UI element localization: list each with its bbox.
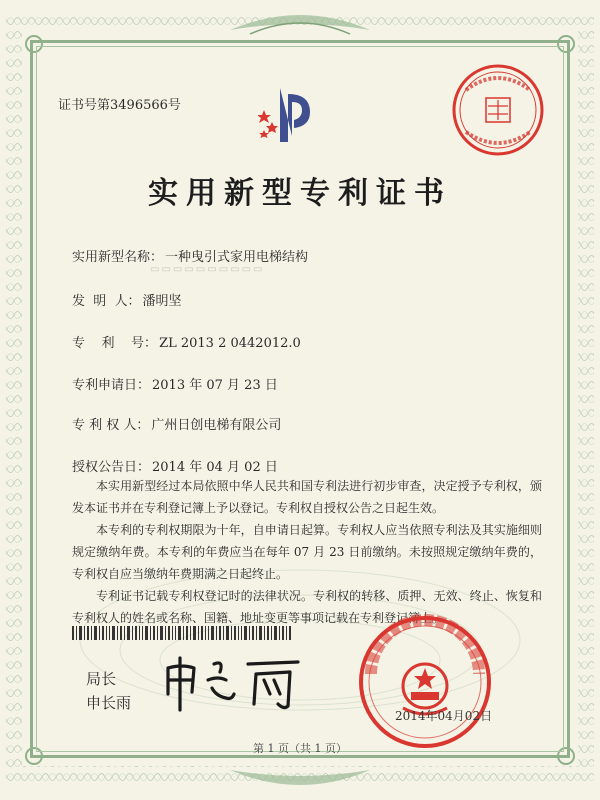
barcode [72, 626, 292, 640]
body-paragraph-3: 专利证书记载专利权登记时的法律状况。专利权的转移、质押、无效、终止、恢复和专利权人的姓名或名称、国籍、地址变更等事项记载在专利登记簿上。 [72, 589, 542, 625]
patent-number-label: 专 利 号： [72, 336, 158, 351]
certificate-title: 实用新型专利证书 [148, 176, 452, 211]
patent-owner-value: 广州日创电梯有限公司 [151, 418, 282, 433]
certificate-number: 证书号第3496566号 [58, 98, 181, 113]
patent-owner-label: 专 利 权 人： [72, 418, 150, 433]
patent-number-field [72, 332, 301, 351]
director-title: 局长 [86, 670, 117, 688]
seal-date: 2014年04月02日 [395, 709, 493, 723]
page-number: 第 1 页（共 1 页） [253, 742, 347, 755]
body-paragraph-2: 本专利的专利权期限为十年，自申请日起算。专利权人应当依照专利法及其实施细则规定缴纳年费。本专利的年费应当在每年 07 月 23 日前缴纳。未按照规定缴纳年费的，专利权自应当缴纳年费期满之日起终止。 [72, 523, 542, 581]
inventor-label: 发 明 人： [72, 294, 141, 309]
filing-date-value: 2013 年 07 月 23 日 [152, 378, 278, 393]
patent-owner-field [72, 414, 281, 433]
filing-date-field [72, 374, 278, 393]
utility-model-name-label: 实用新型名称： [72, 250, 164, 265]
grant-date-field [72, 456, 278, 475]
grant-date-value: 2014 年 04 月 02 日 [152, 460, 278, 475]
inventor-value: 潘明坚 [142, 294, 182, 309]
utility-model-name-field [72, 246, 308, 265]
utility-model-name-value: 一种曳引式家用电梯结构 [165, 250, 309, 265]
filing-date-label: 专利申请日： [72, 378, 151, 393]
inventor-field [72, 290, 182, 309]
faint-watermark-text: ▭▭▭▭▭▭▭▭▭▭ [150, 264, 265, 275]
patent-number-value: ZL 2013 2 0442012.0 [159, 336, 301, 351]
director-name: 申长雨 [86, 694, 132, 712]
body-paragraph-1: 本实用新型经过本局依照中华人民共和国专利法进行初步审查，决定授予专利权，颁发本证书并在专利登记簿上予以登记。专利权自授权公告之日起生效。 [72, 479, 542, 515]
director-signature [160, 650, 310, 720]
grant-date-label: 授权公告日： [72, 460, 151, 475]
certificate-body [72, 475, 542, 629]
registry-seal-stamp [448, 60, 548, 160]
national-ip-office-seal [355, 612, 495, 752]
patent-office-logo-icon [258, 80, 328, 150]
